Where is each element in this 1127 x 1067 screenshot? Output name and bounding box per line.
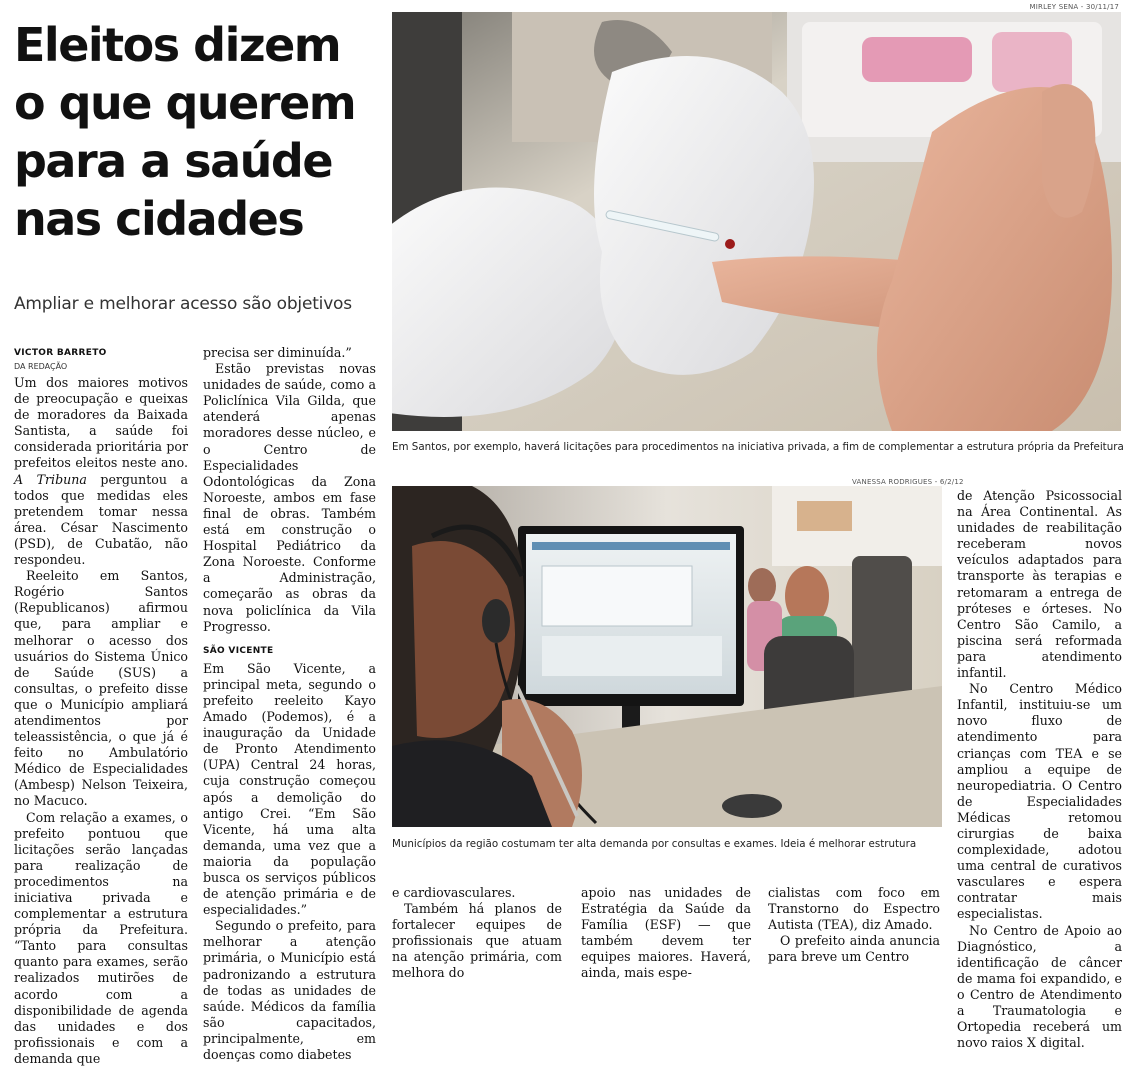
paragraph: Estão previstas novas unidades de saúde, como a Policlínica Vila Gilda, que atenderá apenas moradores desse núcleo, e o Centro de Especialidades Odontológicas da Zona Noroeste, ambos em fase final de obras. Também está em construção o Hospital Pediátrico da Zona Noroeste. Conforme a Administração, começarão as obras da nova policlínica da Vila Progresso. (203, 361, 376, 634)
paragraph: apoio nas unidades de Estratégia da Saúde da Família (ESF) — que também devem ter equipes maiores. Haverá, ainda, mais espe- (581, 885, 751, 981)
photo-caption: Municípios da região costumam ter alta demanda por consultas e exames. Ideia é melhorar estrutura (392, 838, 917, 850)
newspaper-name: A Tribuna (14, 471, 87, 487)
article-column-2 (203, 345, 376, 1063)
headline-line: para a saúde (14, 134, 333, 188)
article-column-5 (768, 885, 940, 965)
paragraph: O prefeito ainda anuncia para breve um Centro (768, 933, 940, 965)
paragraph: Também há planos de fortalecer equipes de profissionais que atuam na atenção primária, com melhora do (392, 901, 562, 981)
text: perguntou a todos que medidas eles pretendem tomar nessa área. César Nascimento (PSD), de Cubatão, não respondeu. (14, 471, 188, 568)
paragraph: Com relação a exames, o prefeito pontuou que licitações serão lançadas para realização de procedimentos na iniciativa privada e complementar a estrutura própria da Prefeitura. “Tanto para consultas quanto para exames, serão realizados mutirões de acordo com a disponibilidade de agenda das unidades e dos profissionais e com a demanda que (14, 809, 188, 1066)
headline (14, 16, 384, 248)
paragraph: e cardiovasculares. (392, 885, 516, 900)
article-column-1 (14, 375, 188, 1067)
headline-line: nas cidades (14, 192, 304, 246)
subheadline: Ampliar e melhorar acesso são objetivos (14, 294, 352, 314)
article-column-6 (957, 488, 1122, 1051)
paragraph: cialistas com foco em Transtorno do Espectro Autista (TEA), diz Amado. (768, 885, 940, 933)
photo-blood-test (392, 12, 1121, 431)
paragraph: de Atenção Psicossocial na Área Continental. As unidades de reabilitação receberam novos veículos adaptados para transporte às terapias e retomaram a entrega de próteses e órteses. No Centro São Camilo, a piscina será reformada para atendimento infantil. (957, 488, 1122, 681)
paragraph: Em São Vicente, a principal meta, segundo o prefeito reeleito Kayo Amado (Podemos), é a inauguração da Unidade de Pronto Atendimento (UPA) Central 24 horas, cuja construção começou após a demolição do antigo Crei. “Em São Vicente, há uma alta demanda, uma vez que a maioria da população busca os serviços públicos de atenção primária e de especialidades.” (203, 660, 376, 918)
article-column-4 (581, 885, 751, 982)
section-heading: SÃO VICENTE (203, 645, 274, 656)
paragraph: No Centro de Apoio ao Diagnóstico, a identificação de câncer de mama foi expandido, e o Centro de Atendimento a Traumatologia e Ortopedia receberá um novo raios X digital. (957, 922, 1122, 1051)
headline-line: o que querem (14, 76, 356, 130)
paragraph: Segundo o prefeito, para melhorar a atenção primária, o Município está padronizando a estrutura de todas as unidades de saúde. Médicos da família são capacitados, principalmente, em doenças como diabetes (203, 918, 376, 1063)
photo-blood-test-image (392, 12, 1121, 431)
text: Um dos maiores motivos de preocupação e queixas de moradores da Baixada Santista, a saúde foi considerada prioritária por prefeitos eleitos neste ano. (14, 375, 188, 471)
headline-line: Eleitos dizem (14, 18, 341, 72)
paragraph: Reeleito em Santos, Rogério Santos (Republicanos) afirmou que, para ampliar e melhorar o acesso dos usuários do Sistema Único de Saúde (SUS) a consultas, o prefeito disse que o Município ampliará atendimentos por teleassistência, o que já é feito no Ambulatório Médico de Especialidades (Ambesp) Nelson Teixeira, no Macuco. (14, 568, 188, 809)
photo-telehealth-attendant-image (392, 486, 942, 827)
photo-caption: Em Santos, por exemplo, haverá licitações para procedimentos na iniciativa privada, a fim de complementar a estrutura própria da Prefeitura (392, 441, 1124, 453)
bureau: DA REDAÇÃO (14, 362, 68, 371)
byline: VICTOR BARRETO (14, 348, 107, 358)
paragraph (14, 375, 188, 568)
article-column-3 (392, 885, 562, 982)
paragraph: No Centro Médico Infantil, instituiu-se um novo fluxo de atendimento para crianças com TEA e se ampliou a equipe de neuropediatria. O Centro de Especialidades Médicas retomou cirurgias de baixa complexidade, adotou uma central de curativos vasculares e espera contratar mais especialistas. (957, 681, 1122, 922)
paragraph: precisa ser diminuída.” (203, 345, 352, 360)
photo-credit: VANESSA RODRIGUES - 6/2/12 (852, 478, 964, 486)
photo-credit: MIRLEY SENA - 30/11/17 (1029, 3, 1119, 11)
photo-telehealth-attendant (392, 486, 942, 827)
